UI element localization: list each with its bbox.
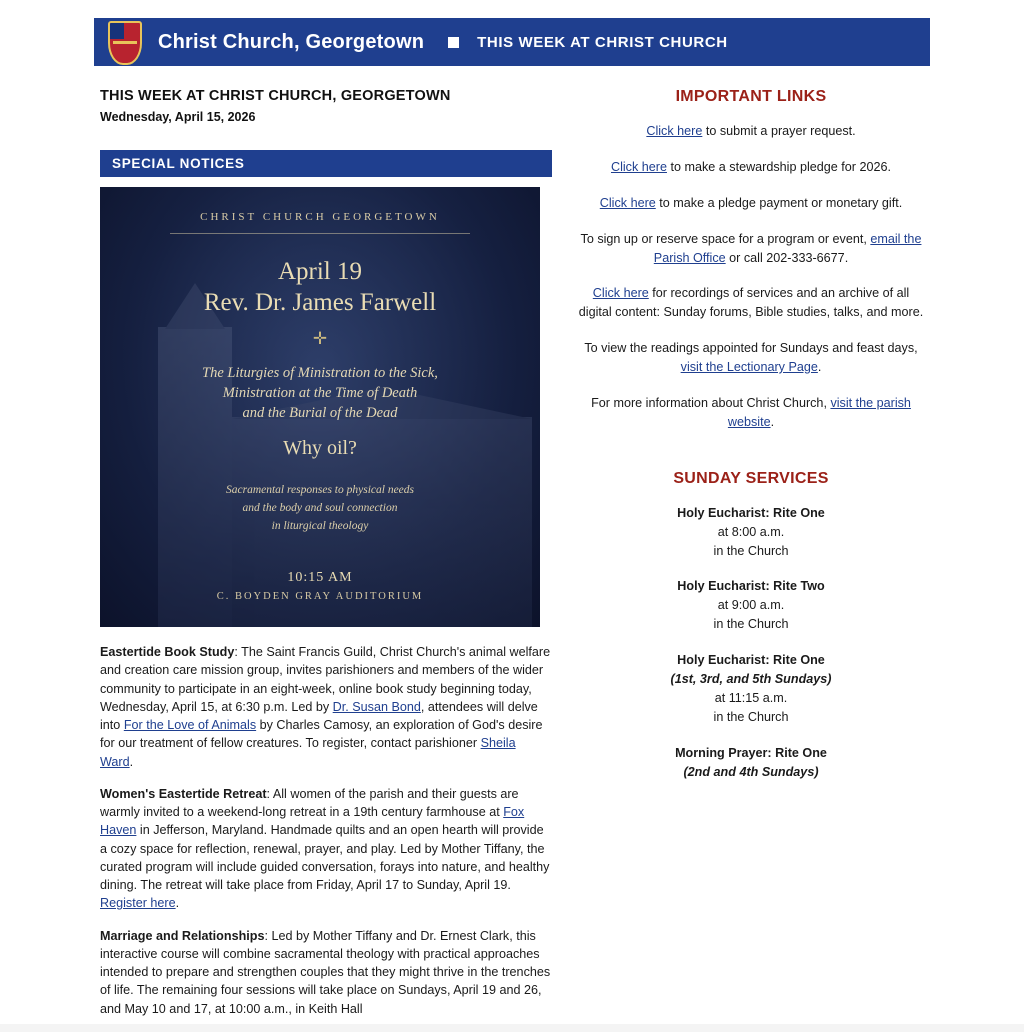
body-columns (94, 66, 930, 1032)
sidebar-link-block-stewardship-pledge (578, 158, 924, 177)
link-sheila-ward[interactable]: Sheila Ward (100, 736, 516, 769)
sidebar-link-block-parish-office (578, 230, 924, 268)
article-text-2: in Jefferson, Maryland. Handmade quilts and an open hearth will provide a cozy space for reflection, renewal, prayer, and play. Led by Mother Tiffany, the curated program will include guided conversation, forays into nature, and healthy dining. The retreat will take place from Friday, April 17 to Sunday, April 19. (100, 823, 550, 892)
service-place: in the Church (713, 543, 789, 558)
article-list (100, 643, 552, 1018)
service-time: at 11:15 a.m. (714, 690, 788, 705)
article-eastertide-book-study (100, 643, 552, 771)
poster-time: 10:15 AM (287, 569, 353, 585)
service-time: at 9:00 a.m. (717, 598, 785, 613)
link-block-prefix: For more information about Christ Church, (591, 396, 831, 411)
service-item (578, 504, 924, 561)
cross-icon: ✛ (312, 328, 328, 348)
article-text-4: . (129, 754, 134, 769)
service-item (578, 577, 924, 634)
service-note: (1st, 3rd, and 5th Sundays) (670, 672, 832, 687)
link-register-here[interactable]: Register here (100, 896, 176, 911)
square-separator-icon (448, 37, 459, 48)
article-text-1: : Led by Mother Tiffany and Dr. Ernest Clark, this interactive course will combine sacramental theology with practical approaches intended to prepare and strengthen couples that they might thrive in the trenches of life. The remaining four sessions will take place on Sundays, April 19 and 26, and May 10 and 17, at 10:00 a.m., in Keith Hall (100, 928, 551, 1016)
sidebar-heading-sunday-services: SUNDAY SERVICES (673, 469, 829, 487)
link-block-text: . (817, 360, 822, 375)
poster-subtext-1: Sacramental responses to physical needs (225, 484, 414, 497)
poster-kicker: CHRIST CHURCH GEORGETOWN (200, 211, 440, 223)
link-lectionary-page[interactable]: visit the Lectionary Page (680, 360, 818, 375)
article-text-1: : All women of the parish and their guests are warmly invited to a weekend-long retreat in a 19th century farmhouse at (100, 786, 519, 819)
poster-line-3: and the Burial of the Dead (242, 405, 398, 422)
church-crest-icon (108, 21, 142, 73)
sidebar-link-block-lectionary (578, 339, 924, 377)
service-note: (2nd and 4th Sundays) (683, 764, 819, 779)
poster-subtext-2: and the body and soul connection (242, 502, 398, 515)
poster-line-1: The Liturgies of Ministration to the Sick, (202, 364, 438, 381)
sidebar-link-block-parish-website (578, 394, 924, 432)
link-block-text: to submit a prayer request. (702, 124, 856, 138)
banner-subtitle: THIS WEEK AT CHRIST CHURCH (477, 33, 728, 51)
article-text-2: , attendees will delve into (100, 699, 538, 732)
link-stewardship-pledge[interactable]: Click here (610, 159, 667, 174)
poster-divider (170, 233, 470, 234)
article-text-3: by Charles Camosy, an exploration of God's desire for our treatment of fellow creatures. To register, contact parishioner (100, 718, 543, 751)
page-title: THIS WEEK AT CHRIST CHURCH, GEORGETOWN (100, 88, 451, 104)
link-block-text: to make a stewardship pledge for 2026. (666, 159, 892, 174)
link-block-prefix: To sign up or reserve space for a program or event, (580, 231, 871, 246)
link-block-text: or call 202-333-6677. (725, 250, 849, 265)
service-time: at 8:00 a.m. (717, 524, 785, 539)
article-lead: Women's Eastertide Retreat (100, 786, 267, 801)
section-heading-special-notices: SPECIAL NOTICES (100, 150, 552, 177)
article-text-1: : The Saint Francis Guild, Christ Church's animal welfare and creation care mission group, invites parishioners and members of the wider community to participate in an eight-week, online book study beginning today, Wednesday, April 15, at 6:30 p.m. Led by (100, 645, 551, 714)
main-column (94, 88, 552, 1032)
link-block-text: to make a pledge payment or monetary gift. (655, 195, 903, 210)
link-recordings-archive[interactable]: Click here (592, 286, 649, 301)
link-block-text: . (770, 414, 775, 429)
link-pledge-payment[interactable]: Click here (599, 195, 656, 210)
service-title: Holy Eucharist: Rite One (677, 505, 825, 520)
sidebar-link-block-recordings (578, 284, 924, 322)
link-fox-haven[interactable]: Fox Haven (100, 805, 525, 838)
header-banner (94, 18, 930, 66)
service-title: Holy Eucharist: Rite Two (677, 579, 825, 594)
link-dr-susan-bond[interactable]: Dr. Susan Bond (332, 699, 421, 714)
service-place: in the Church (713, 617, 789, 632)
sidebar-link-block-prayer-request (578, 122, 924, 141)
article-marriage-and-relationships (100, 927, 552, 1018)
service-title: Holy Eucharist: Rite One (677, 653, 825, 668)
event-poster-image (100, 187, 540, 627)
sidebar-link-block-pledge-payment (578, 194, 924, 213)
service-place: in the Church (713, 709, 789, 724)
service-item (578, 744, 924, 782)
sidebar-column (552, 88, 930, 1032)
link-submit-prayer-request[interactable]: Click here (646, 124, 703, 138)
article-lead: Marriage and Relationships (100, 928, 265, 943)
link-parish-website[interactable]: visit the parish website (727, 396, 911, 429)
link-for-the-love-of-animals[interactable]: For the Love of Animals (123, 718, 257, 732)
link-block-text: for recordings of services and an archive of all digital content: Sunday forums, Bible studies, talks, and more. (578, 286, 924, 320)
article-womens-eastertide-retreat (100, 785, 552, 913)
sidebar-heading-important-links: IMPORTANT LINKS (675, 88, 827, 105)
link-block-prefix: To view the readings appointed for Sundays and feast days, (584, 341, 918, 356)
poster-question: Why oil? (283, 437, 357, 460)
article-text-3: . (175, 896, 180, 911)
link-email-parish-office[interactable]: email the Parish Office (653, 231, 922, 265)
poster-subtext-3: in liturgical theology (271, 520, 369, 533)
poster-line-2: Ministration at the Time of Death (222, 384, 418, 401)
article-lead: Eastertide Book Study (100, 645, 235, 659)
newsletter-container (94, 0, 930, 1032)
poster-venue: C. BOYDEN GRAY AUDITORIUM (216, 590, 424, 602)
poster-speaker: Rev. Dr. James Farwell (203, 289, 437, 317)
service-item (578, 651, 924, 727)
service-title: Morning Prayer: Rite One (675, 745, 827, 760)
poster-date: April 19 (277, 258, 363, 285)
church-name: Christ Church, Georgetown (158, 30, 425, 53)
issue-date: Wednesday, April 15, 2026 (100, 110, 256, 124)
